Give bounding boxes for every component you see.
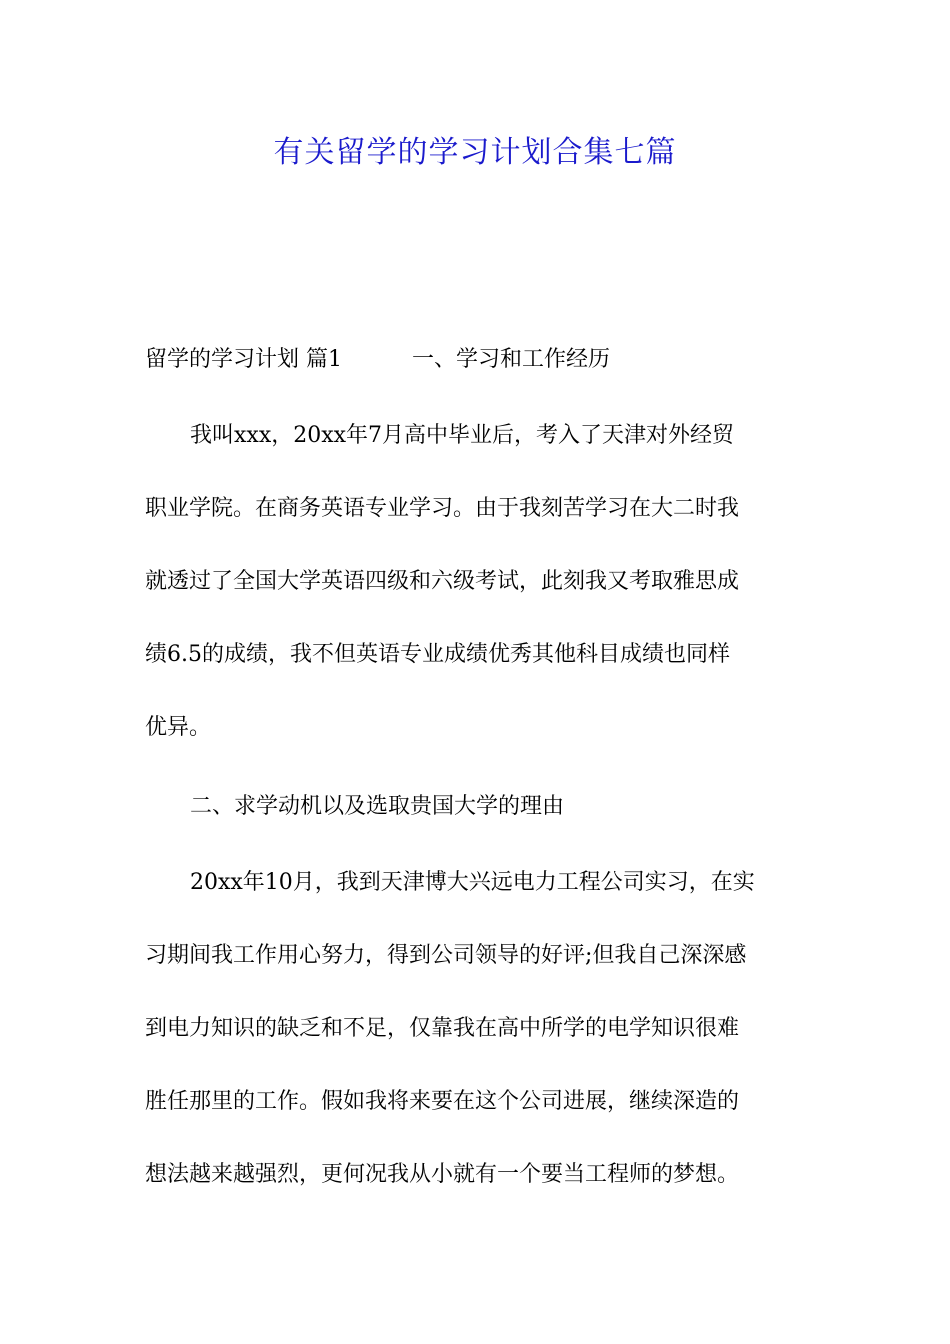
paragraph-line: 我叫xxx，20xx年7月高中毕业后，考入了天津对外经贸 xyxy=(190,423,735,448)
paragraph-line: 就透过了全国大学英语四级和六级考试，此刻我又考取雅思成 xyxy=(145,569,740,594)
heading-motivation: 二、求学动机以及选取贵国大学的理由 xyxy=(190,794,565,819)
section-heading-row xyxy=(145,340,815,380)
paragraph-line: 绩6.5的成绩，我不但英语专业成绩优秀其他科目成绩也同样 xyxy=(145,642,730,667)
paragraph-line: 想法越来越强烈，更何况我从小就有一个要当工程师的梦想。 xyxy=(145,1162,740,1187)
section-heading: 留学的学习计划 篇1 xyxy=(145,347,342,372)
paragraph-line: 习期间我工作用心努力，得到公司领导的好评;但我自己深深感 xyxy=(145,943,747,968)
paragraph-line: 胜任那里的工作。假如我将来要在这个公司进展，继续深造的 xyxy=(145,1089,740,1114)
paragraph-line: 到电力知识的缺乏和不足，仅靠我在高中所学的电学知识很难 xyxy=(145,1016,740,1041)
paragraph-line: 优异。 xyxy=(145,715,212,740)
heading-study-work-experience: 一、学习和工作经历 xyxy=(412,347,611,372)
paragraph-line: 20xx年10月，我到天津博大兴远电力工程公司实习，在实 xyxy=(190,870,755,895)
paragraph-line: 职业学院。在商务英语专业学习。由于我刻苦学习在大二时我 xyxy=(145,496,740,521)
document-title: 有关留学的学习计划合集七篇 xyxy=(273,135,677,170)
